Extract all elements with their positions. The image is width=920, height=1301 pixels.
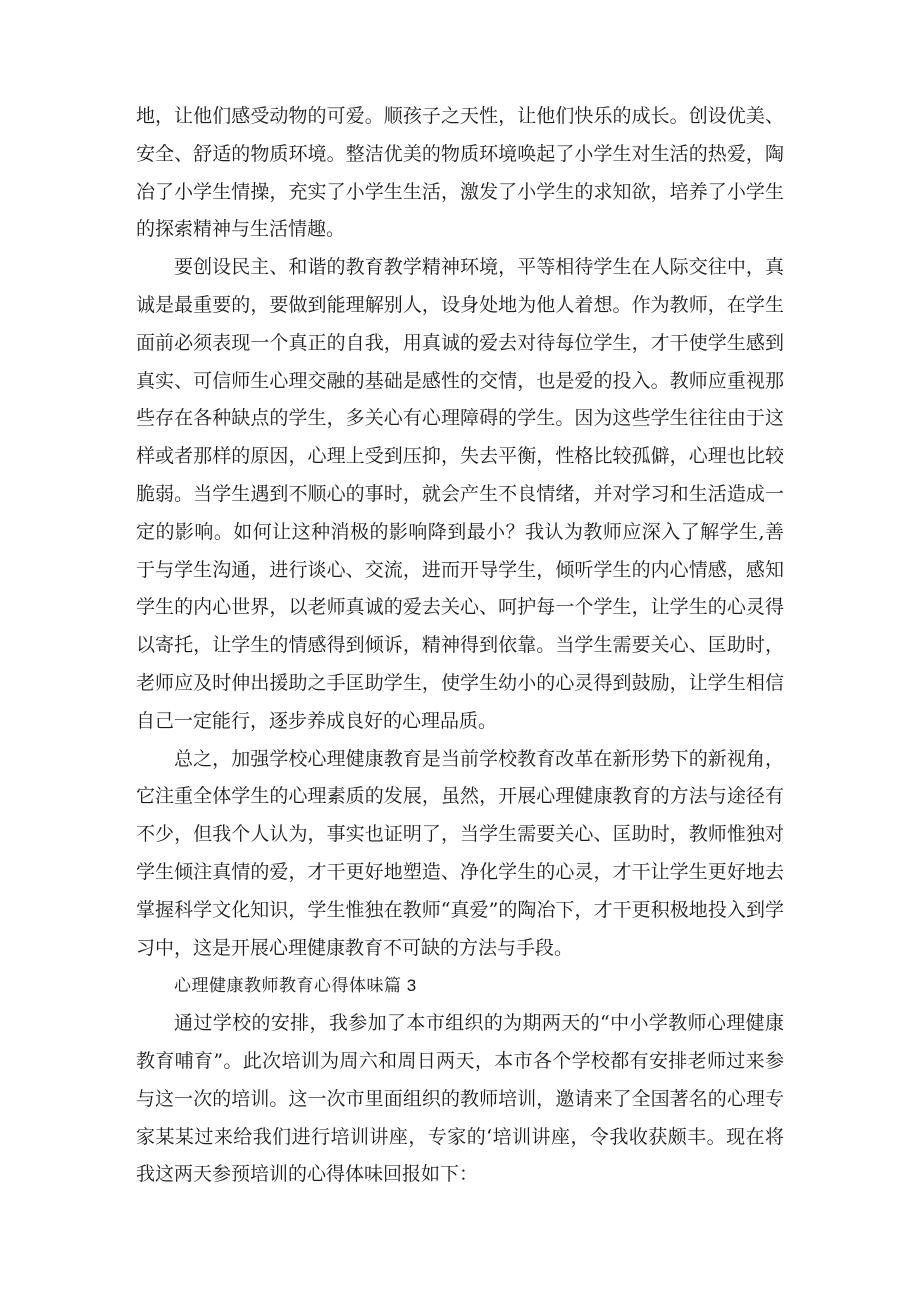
section-heading: 心理健康教师教育心得体味篇 3 <box>174 976 417 996</box>
document-body <box>136 98 784 1194</box>
paragraph-conclusion: 总之，加强学校心理健康教育是当前学校教育改革在新形势下的新视角，它注重全体学生的心理素质的发展，虽然，开展心理健康教育的方法与途径有不少，但我个人认为，事实也证明了，当学生需要关心、匡助时，教师惟独对学生倾注真情的爱，才干更好地塑造、净化学生的心灵，才干让学生更好地去掌握科学文化知识，学生惟独在教师“真爱”的陶冶下，才干更积极地投入到学习中，这是开展心理健康教育不可缺的方法与手段。 <box>136 747 784 959</box>
paragraph-training-intro: 通过学校的安排，我参加了本市组织的为期两天的“中小学教师心理健康教育哺育”。此次培训为周六和周日两天，本市各个学校都有安排老师过来参与这一次的培训。这一次市里面组织的教师培训，邀请来了全国著名的心理专家某某过来给我们进行培训讲座，专家的‘培训讲座，令我收获颇丰。现在将我这两天参预培训的心得体味回报如下： <box>136 1012 784 1186</box>
paragraph-spiritual-environment: 要创设民主、和谐的教育教学精神环境，平等相待学生在人际交往中，真诚是最重要的，要做到能理解别人，设身处地为他人着想。作为教师，在学生面前必须表现一个真正的自我，用真诚的爱去对待每位学生，才干使学生感到真实、可信师生心理交融的基础是感性的交情，也是爱的投入。教师应重视那些存在各种缺点的学生，多关心有心理障碍的学生。因为这些学生往往由于这样或者那样的原因，心理上受到压抑，失去平衡，性格比较孤僻，心理也比较脆弱。当学生遇到不顺心的事时，就会产生不良情绪，并对学习和生活造成一定的影响。如何让这种消极的影响降到最小？我认为教师应深入了解学生,善于与学生沟通，进行谈心、交流，进而开导学生，倾听学生的内心情感，感知学生的内心世界，以老师真诚的爱去关心、呵护每一个学生，让学生的心灵得以寄托，让学生的情感得到倾诉，精神得到依靠。当学生需要关心、匡助时，老师应及时伸出援助之手匡助学生，使学生幼小的心灵得到鼓励，让学生相信自己一定能行，逐步养成良好的心理品质。 <box>136 256 784 732</box>
paragraph-material-environment: 地，让他们感受动物的可爱。顺孩子之天性，让他们快乐的成长。创设优美、安全、舒适的物质环境。整洁优美的物质环境唤起了小学生对生活的热爱，陶冶了小学生情操，充实了小学生生活，激发了小学生的求知欲，培养了小学生的探索精神与生活情趣。 <box>136 105 784 241</box>
